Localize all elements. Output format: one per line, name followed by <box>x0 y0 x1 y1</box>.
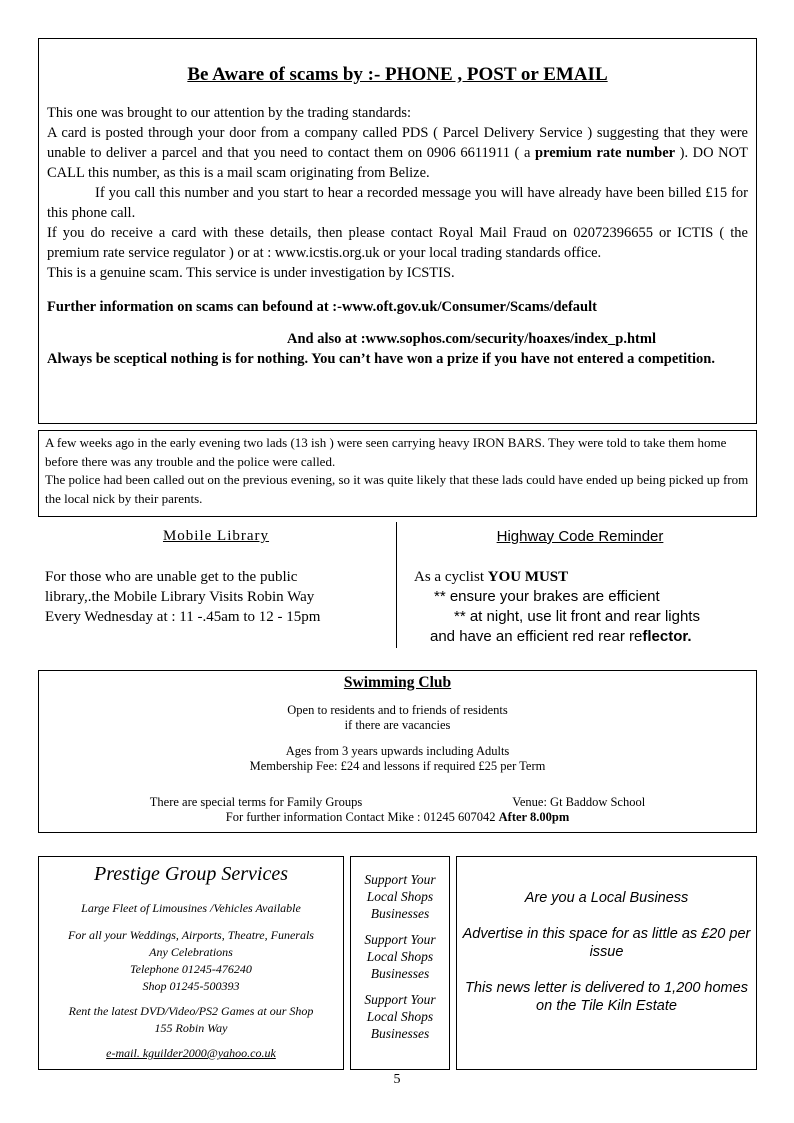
swim-line-1: Open to residents and to friends of residents <box>287 702 508 717</box>
highway-code-section <box>400 522 760 648</box>
scam-genuine-paragraph: This is a genuine scam. This service is under investigation by ICSTIS. <box>47 265 455 281</box>
prestige-telephone: Telephone 01245-476240 <box>130 962 252 976</box>
mobile-library-title: Mobile Library <box>162 528 270 544</box>
scam-intro: This one was brought to our attention by the trading standards: <box>47 105 412 121</box>
mobile-library-section <box>38 522 394 648</box>
lads-paragraph-2: The police had been called out on the previous evening, so it was quite likely that these lads could have ended up being picked up from the local nick by their parents. <box>45 472 749 506</box>
support-text-1: Support Your Local Shops Businesses <box>364 872 436 921</box>
prestige-rent: Rent the latest DVD/Video/PS2 Games at our Shop <box>68 1004 314 1018</box>
scam-also-link: And also at :www.sophos.com/security/hoaxes/index_p.html <box>287 331 656 347</box>
advertise-space <box>456 856 757 1070</box>
advert-price: Advertise in this space for as little as £20 per issue <box>462 926 751 960</box>
swim-contact: For further information Contact Mike : 01245 607042 After 8.00pm <box>225 810 570 824</box>
prestige-shop-phone: Shop 01245-500393 <box>142 979 240 993</box>
swim-line-3: Ages from 3 years upwards including Adults <box>285 743 510 758</box>
scam-card-paragraph: A card is posted through your door from a company called PDS ( Parcel Delivery Service ) suggesting that they were unable to deliver a parcel and that you need to contact them on 0906 6611911 ( a premium rate number ). DO NOT CALL this number, as this is a mail scam originating from Belize. <box>47 125 748 181</box>
swimming-club-title: Swimming Club <box>343 674 452 691</box>
highway-line-2: ** ensure your brakes are efficient <box>434 588 660 605</box>
prestige-title: Prestige Group Services <box>93 863 289 885</box>
swimming-club-section <box>38 670 757 833</box>
scam-warning: Always be sceptical nothing is for nothing. You can’t have won a prize if you have not entered a competition. <box>47 351 715 367</box>
page-number: 5 <box>393 1072 401 1087</box>
premium-rate-text: premium rate number <box>534 145 676 161</box>
swim-line-2: if there are vacancies <box>344 718 451 732</box>
scam-further-info: Further information on scams can befound at :-www.oft.gov.uk/Consumer/Scams/default <box>47 299 597 315</box>
prestige-email: e-mail. kguilder2000@yahoo.co.uk <box>106 1046 276 1060</box>
library-line-1: For those who are unable get to the public <box>45 569 298 585</box>
library-line-3: Every Wednesday at : 11 -.45am to 12 - 15pm <box>45 609 321 625</box>
advert-delivery: This news letter is delivered to 1,200 homes on the Tile Kiln Estate <box>465 980 748 1014</box>
swim-line-4: Membership Fee: £24 and lessons if required £25 per Term <box>249 759 546 773</box>
prestige-address: 155 Robin Way <box>154 1021 228 1035</box>
support-text-2: Support Your Local Shops Businesses <box>364 932 436 981</box>
highway-line-1: As a cyclist YOU MUST <box>414 569 569 585</box>
lads-notice <box>38 430 757 517</box>
prestige-fleet: Large Fleet of Limousines /Vehicles Available <box>81 901 301 915</box>
scam-notice <box>38 38 757 424</box>
advert-question: Are you a Local Business <box>524 890 689 906</box>
support-local-shops <box>350 856 450 1070</box>
support-text-3: Support Your Local Shops Businesses <box>364 992 436 1041</box>
prestige-advert <box>38 856 344 1070</box>
swim-family-terms: There are special terms for Family Groups <box>149 794 363 809</box>
scam-billing-paragraph: If you call this number and you start to hear a recorded message you will have already have been billed £15 for this phone call. <box>47 185 748 221</box>
prestige-weddings: For all your Weddings, Airports, Theatre, Funerals <box>68 928 314 942</box>
library-line-2: library,.the Mobile Library Visits Robin Way <box>45 589 315 605</box>
swim-venue: Venue: Gt Baddow School <box>512 794 646 809</box>
highway-line-3: ** at night, use lit front and rear lights <box>454 608 700 625</box>
scam-title: Be Aware of scams by :- PHONE , POST or EMAIL <box>187 64 608 85</box>
highway-line-4: and have an efficient red rear reflector. <box>430 628 692 645</box>
highway-code-title: Highway Code Reminder <box>496 528 664 545</box>
lads-paragraph-1: A few weeks ago in the early evening two lads (13 ish ) were seen carrying heavy IRON BARS. They were told to take them home before there was any trouble and the police were called. <box>45 435 727 469</box>
prestige-celebrations: Any Celebrations <box>149 945 233 959</box>
column-divider <box>396 522 397 648</box>
scam-report-paragraph: If you do receive a card with these details, then please contact Royal Mail Fraud on 02072396655 or ICTIS ( the premium rate service regulator ) or at : www.icstis.org.uk or your local trading standards office. <box>47 225 748 261</box>
